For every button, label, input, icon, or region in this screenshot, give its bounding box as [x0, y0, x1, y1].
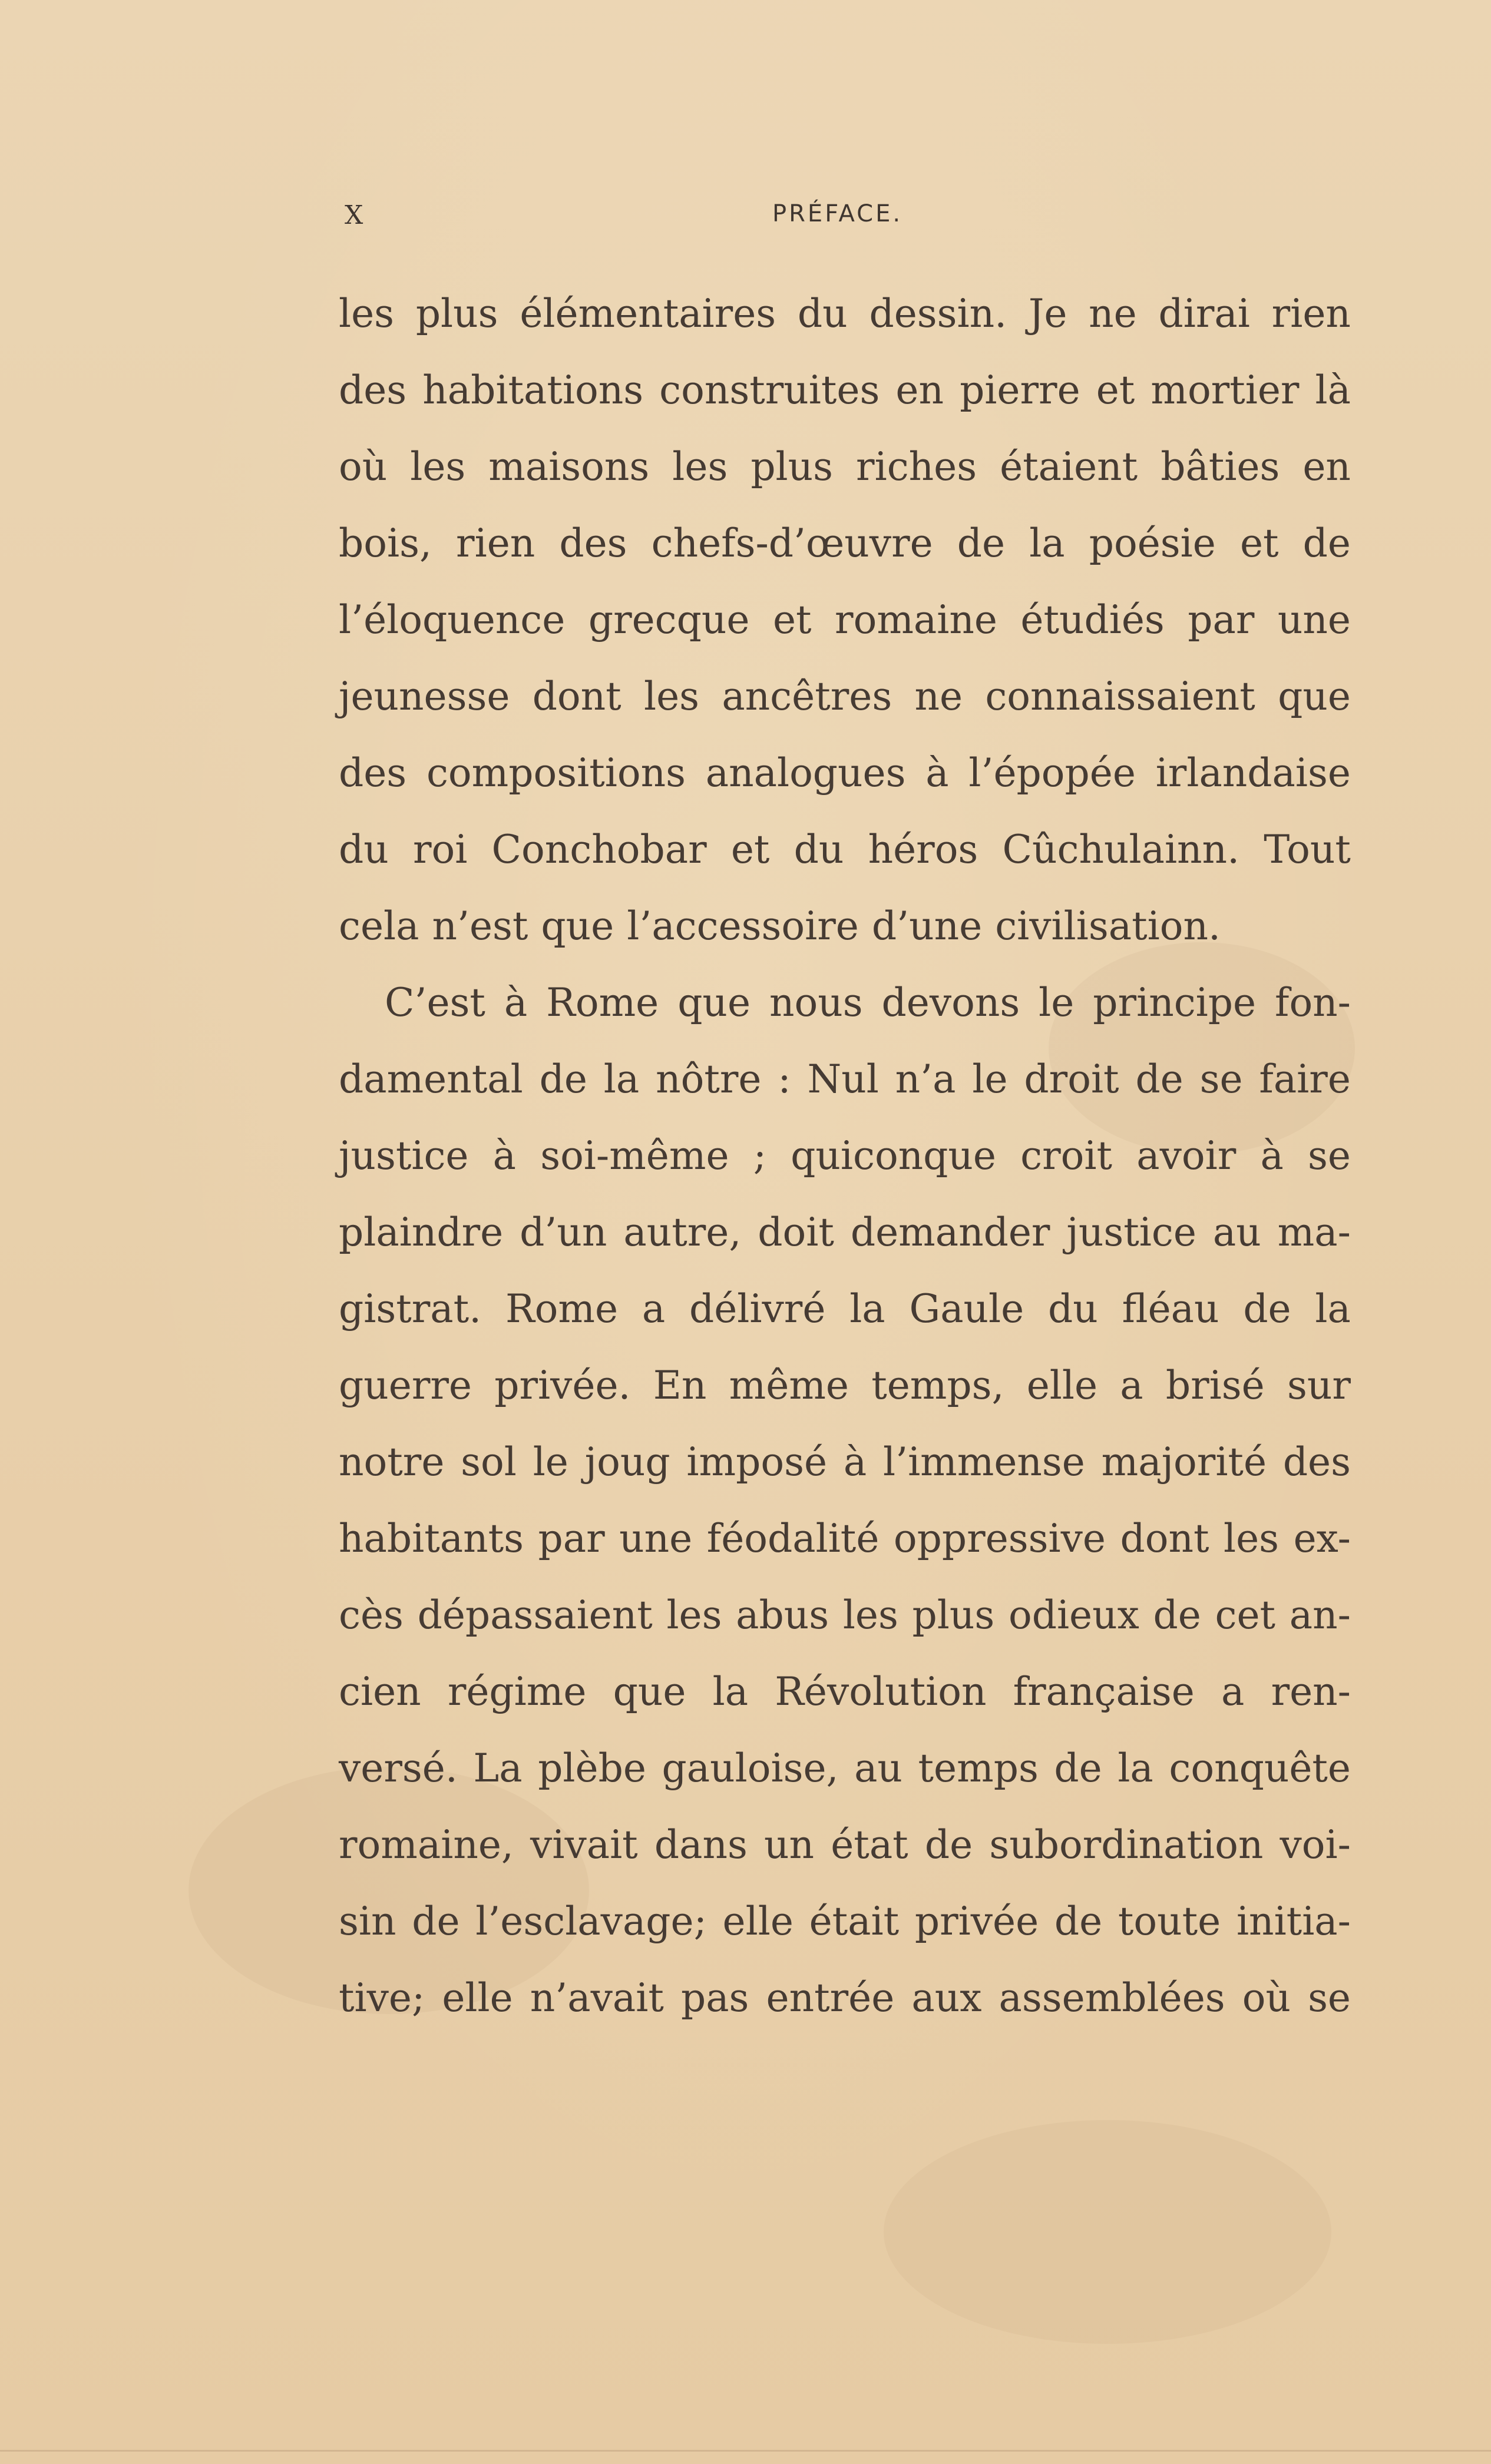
word: brisé	[1165, 1363, 1265, 1408]
word: romaine	[835, 597, 997, 643]
word: civilisation.	[995, 903, 1221, 949]
word: des	[559, 521, 627, 566]
word: sin	[339, 1899, 396, 1944]
word: et	[1096, 367, 1135, 413]
word: délivré	[689, 1286, 826, 1332]
page-edge-shadow	[0, 2450, 1491, 2452]
word: étaient	[1000, 444, 1138, 489]
word: a	[642, 1286, 666, 1332]
word: aux	[911, 1975, 982, 2021]
word: le	[1039, 980, 1075, 1025]
text-line	[339, 1271, 1351, 1347]
word: les	[842, 1592, 898, 1638]
word: bâties	[1161, 444, 1280, 489]
word: à	[843, 1439, 867, 1485]
word: cet	[1215, 1592, 1276, 1638]
word: devons	[881, 980, 1020, 1025]
word: se	[1308, 1975, 1351, 2021]
text-line	[339, 1194, 1351, 1271]
word: se	[1199, 1057, 1243, 1102]
word: de	[1054, 1899, 1103, 1944]
word: le	[533, 1439, 568, 1485]
text-line	[339, 888, 1351, 965]
word: maisons	[488, 444, 650, 489]
word: et	[772, 597, 812, 643]
word: n’avait	[530, 1975, 664, 2021]
word: compositions	[426, 750, 686, 796]
word: quiconque	[791, 1133, 996, 1178]
word: ne	[914, 674, 963, 719]
text-line	[339, 658, 1351, 735]
word: que	[677, 980, 751, 1025]
word: dépassaient	[417, 1592, 653, 1638]
word: en	[1302, 444, 1351, 489]
word: rien	[456, 521, 535, 566]
word: privée.	[494, 1363, 631, 1408]
text-line	[339, 1118, 1351, 1194]
word: pas	[680, 1975, 749, 2021]
word: des	[1282, 1439, 1351, 1485]
word: ancêtres	[722, 674, 892, 719]
word: majorité	[1101, 1439, 1267, 1485]
word: les	[643, 674, 700, 719]
word: imposé	[686, 1439, 828, 1485]
word: sur	[1287, 1363, 1351, 1408]
word: soi-même	[540, 1133, 729, 1178]
word: dont	[532, 674, 621, 719]
word: fléau	[1122, 1286, 1219, 1332]
word: de	[957, 521, 1006, 566]
word: de	[1243, 1286, 1291, 1332]
word: héros	[868, 827, 978, 872]
text-line	[339, 812, 1351, 888]
word: Gaule	[909, 1286, 1024, 1332]
text-line	[339, 1577, 1351, 1654]
word: ;	[753, 1133, 766, 1178]
word: de	[1302, 521, 1351, 566]
word: dessin.	[869, 291, 1007, 336]
word: Conchobar	[491, 827, 707, 872]
word: an-	[1289, 1592, 1351, 1638]
word: n’est	[432, 903, 528, 949]
text-line	[339, 1041, 1351, 1118]
word: justice	[339, 1133, 469, 1178]
word: notre	[339, 1439, 445, 1485]
word: guerre	[339, 1363, 472, 1408]
word: assemblées	[999, 1975, 1225, 2021]
word: de	[1153, 1592, 1201, 1638]
word: nous	[769, 980, 863, 1025]
word: les	[672, 444, 728, 489]
word: oppressive	[893, 1516, 1106, 1561]
word: plus	[415, 291, 498, 336]
word: une	[1277, 597, 1351, 643]
word: Cûchulainn.	[1002, 827, 1240, 872]
word: l’éloquence	[339, 597, 566, 643]
word: En	[653, 1363, 707, 1408]
word: à	[925, 750, 949, 796]
word: Je	[1028, 291, 1067, 336]
word: étudiés	[1020, 597, 1165, 643]
word: ma-	[1277, 1210, 1351, 1255]
word: d’une	[871, 903, 983, 949]
word: roi	[412, 827, 468, 872]
word: justice	[1066, 1210, 1196, 1255]
word: Révolution	[775, 1669, 987, 1714]
text-line	[339, 1347, 1351, 1424]
word: gauloise,	[662, 1746, 839, 1791]
word: privée	[914, 1899, 1039, 1944]
word: le	[972, 1057, 1008, 1102]
word: pierre	[960, 367, 1080, 413]
word: irlandaise	[1155, 750, 1351, 796]
word: du	[794, 827, 844, 872]
word: sol	[461, 1439, 517, 1485]
word: habitations	[422, 367, 644, 413]
word: de	[1054, 1746, 1102, 1791]
word: même	[729, 1363, 849, 1408]
word: temps,	[871, 1363, 1004, 1408]
word: riches	[856, 444, 977, 489]
running-title: PRÉFACE.	[772, 200, 903, 227]
word: du	[797, 291, 848, 336]
word: dont	[1120, 1516, 1209, 1561]
word: faire	[1259, 1057, 1351, 1102]
text-line	[339, 276, 1351, 352]
word: la	[849, 1286, 885, 1332]
text-line	[339, 1424, 1351, 1501]
word: nôtre	[656, 1057, 762, 1102]
word: Tout	[1264, 827, 1351, 872]
text-line	[339, 1960, 1351, 2036]
word: où	[339, 444, 388, 489]
word: à	[492, 1133, 517, 1178]
text-line	[339, 1883, 1351, 1960]
word: croit	[1020, 1133, 1113, 1178]
text-line	[339, 429, 1351, 505]
word: bois,	[339, 521, 432, 566]
word: cès	[339, 1592, 404, 1638]
word: temps	[918, 1746, 1039, 1791]
word: cien	[339, 1669, 421, 1714]
word: conquête	[1169, 1746, 1351, 1791]
word: versé.	[339, 1746, 458, 1791]
word: habitants	[339, 1516, 524, 1561]
word: plus	[751, 444, 834, 489]
page-number: X	[345, 200, 366, 230]
word: des	[339, 367, 407, 413]
word: les	[1224, 1516, 1280, 1561]
word: grecque	[588, 597, 750, 643]
word: plèbe	[538, 1746, 646, 1791]
word: autre,	[623, 1210, 742, 1255]
word: damental	[339, 1057, 523, 1102]
word: doit	[758, 1210, 834, 1255]
word: une	[619, 1516, 693, 1561]
word: les	[410, 444, 466, 489]
word: élémentaires	[520, 291, 776, 336]
word: l’épopée	[968, 750, 1136, 796]
word: jeunesse	[339, 674, 510, 719]
word: analogues	[705, 750, 906, 796]
word: au	[1212, 1210, 1261, 1255]
word: se	[1307, 1133, 1351, 1178]
word: à	[504, 980, 528, 1025]
word: où	[1242, 1975, 1291, 2021]
text-line	[339, 965, 1351, 1041]
word: l’accessoire	[627, 903, 859, 949]
word: des	[339, 750, 407, 796]
word: :	[778, 1057, 791, 1102]
text-line	[339, 1501, 1351, 1577]
word: droit	[1024, 1057, 1119, 1102]
word: ren-	[1271, 1669, 1351, 1714]
word: dans	[654, 1822, 748, 1867]
word: mortier	[1151, 367, 1300, 413]
word: elle	[442, 1975, 513, 2021]
word: la	[603, 1057, 640, 1102]
word: au	[854, 1746, 902, 1791]
text-line	[339, 1807, 1351, 1883]
word: la	[712, 1669, 749, 1714]
word: et	[1239, 521, 1279, 566]
word: entrée	[766, 1975, 895, 2021]
word: vivait	[530, 1822, 638, 1867]
word: de	[412, 1899, 460, 1944]
word: état	[831, 1822, 908, 1867]
word: que	[613, 1669, 686, 1714]
word: que	[541, 903, 614, 949]
word: un	[764, 1822, 815, 1867]
word: ex-	[1293, 1516, 1351, 1561]
word: plaindre	[339, 1210, 504, 1255]
word: les	[339, 291, 395, 336]
word: cela	[339, 903, 419, 949]
word: que	[1278, 674, 1351, 719]
word: principe	[1093, 980, 1257, 1025]
word: l’esclavage;	[475, 1899, 707, 1944]
word: féodalité	[706, 1516, 880, 1561]
word: à	[1260, 1133, 1284, 1178]
word: tive;	[339, 1975, 425, 2021]
text-line	[339, 582, 1351, 658]
word: par	[1188, 597, 1255, 643]
word: toute	[1118, 1899, 1221, 1944]
text-line	[339, 505, 1351, 582]
paper-stain	[884, 2120, 1331, 2344]
text-line	[339, 735, 1351, 812]
word: régime	[447, 1669, 587, 1714]
word: rien	[1271, 291, 1351, 336]
word: en	[895, 367, 944, 413]
word: poésie	[1089, 521, 1216, 566]
word: dirai	[1158, 291, 1250, 336]
word: joug	[584, 1439, 670, 1485]
word: La	[473, 1746, 523, 1791]
word: de	[924, 1822, 973, 1867]
word: odieux	[1008, 1592, 1139, 1638]
word: romaine,	[339, 1822, 514, 1867]
word: du	[1048, 1286, 1098, 1332]
word: construites	[659, 367, 880, 413]
word: Rome	[546, 980, 659, 1025]
word: chefs-d’œuvre	[651, 521, 933, 566]
text-line	[339, 1654, 1351, 1730]
word: C’est	[385, 980, 485, 1025]
word: Rome	[505, 1286, 619, 1332]
word: et	[730, 827, 770, 872]
word: avoir	[1136, 1133, 1237, 1178]
word: de	[539, 1057, 587, 1102]
word: plus	[912, 1592, 995, 1638]
word: a	[1221, 1669, 1245, 1714]
word: elle	[722, 1899, 794, 1944]
word: subordination	[989, 1822, 1264, 1867]
word: était	[809, 1899, 900, 1944]
word: la	[1029, 521, 1065, 566]
word: la	[1315, 1286, 1351, 1332]
running-head	[345, 200, 1346, 241]
word: là	[1315, 367, 1351, 413]
text-line	[339, 1730, 1351, 1807]
word: l’immense	[882, 1439, 1085, 1485]
word: les	[666, 1592, 722, 1638]
word: ne	[1089, 291, 1137, 336]
text-block	[339, 276, 1351, 2036]
text-line	[339, 352, 1351, 429]
word: voi-	[1280, 1822, 1351, 1867]
word: n’a	[895, 1057, 956, 1102]
word: demander	[850, 1210, 1050, 1255]
word: elle	[1026, 1363, 1098, 1408]
word: initia-	[1236, 1899, 1351, 1944]
word: du	[339, 827, 389, 872]
word: Nul	[807, 1057, 879, 1102]
word: fon-	[1275, 980, 1351, 1025]
word: a	[1120, 1363, 1143, 1408]
word: d’un	[520, 1210, 607, 1255]
word: abus	[736, 1592, 829, 1638]
word: par	[538, 1516, 605, 1561]
word: de	[1135, 1057, 1183, 1102]
word: la	[1118, 1746, 1153, 1791]
paragraph	[339, 965, 1351, 2036]
word: gistrat.	[339, 1286, 482, 1332]
word: connaissaient	[985, 674, 1255, 719]
word: française	[1013, 1669, 1195, 1714]
paragraph	[339, 276, 1351, 965]
